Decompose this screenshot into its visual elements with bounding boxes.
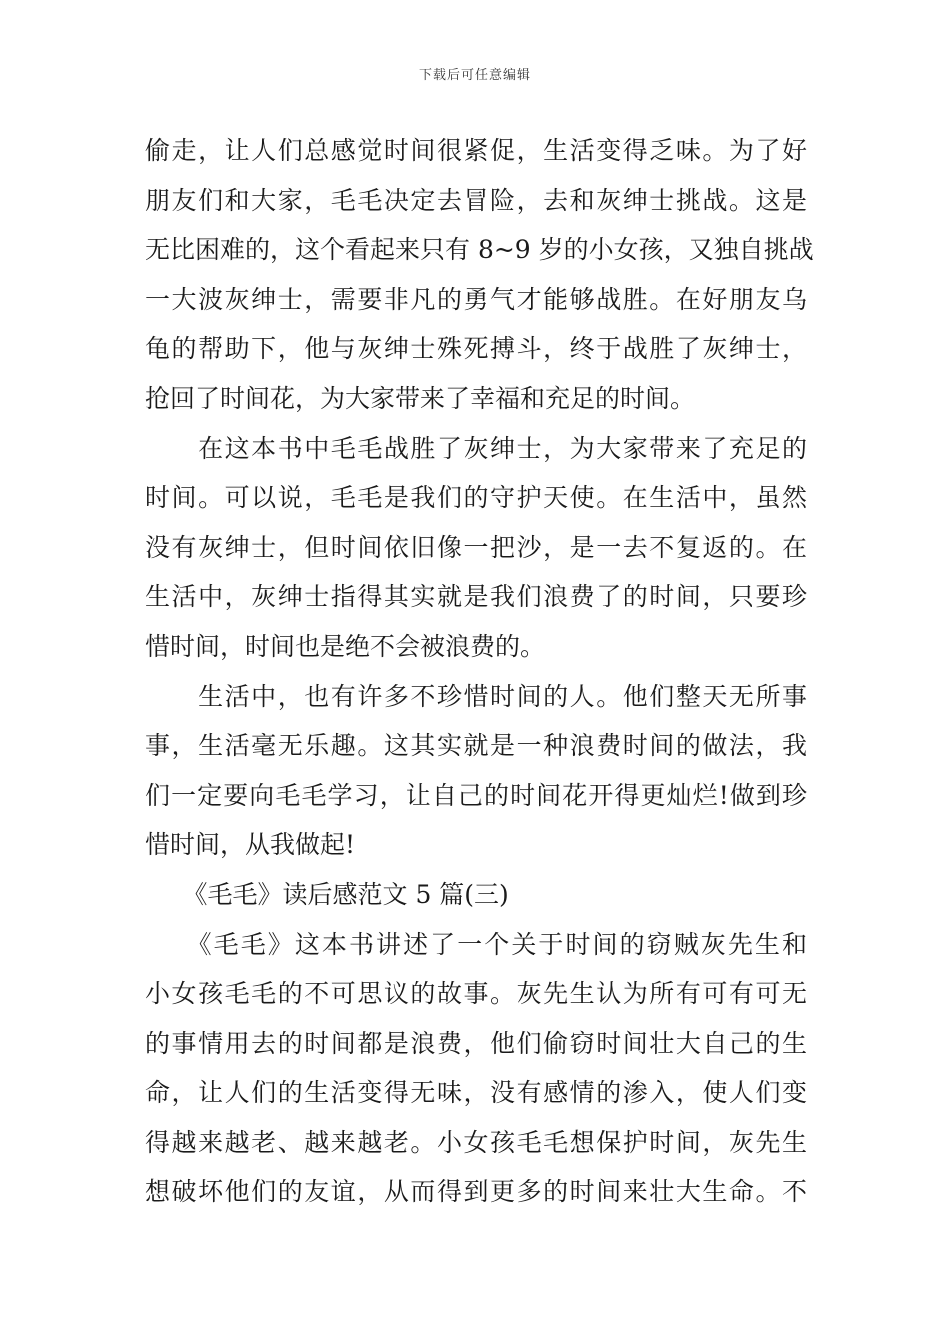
text-line: 的事情用去的时间都是浪费，他们偷窃时间壮大自己的生 [145,1028,807,1058]
text-line: 《毛毛》这本书讲述了一个关于时间的窃贼灰先生和 [145,929,807,959]
text-line: 命，让人们的生活变得无味，没有感情的渗入，使人们变 [145,1078,807,1108]
text-line: 在这本书中毛毛战胜了灰绅士，为大家带来了充足的 [145,433,807,463]
text-line: 偷走，让人们总感觉时间很紧促，生活变得乏味。为了好 [145,136,807,165]
text-line: 朋友们和大家，毛毛决定去冒险，去和灰绅士挑战。这是 [145,185,807,215]
text-line: 得越来越老、越来越老。小女孩毛毛想保护时间，灰先生 [145,1127,807,1157]
text-line: 事，生活毫无乐趣。这其实就是一种浪费时间的做法，我 [145,731,807,761]
text-line: 小女孩毛毛的不可思议的故事。灰先生认为所有可有可无 [145,979,807,1009]
text-line: 抢回了时间花，为大家带来了幸福和充足的时间。 [145,383,696,413]
section-heading: 《毛毛》读后感范文 5 篇(三) [145,879,509,909]
text-line: 惜时间，从我做起! [145,830,356,860]
text-line: 时间。可以说，毛毛是我们的守护天使。在生活中，虽然 [145,483,807,513]
page-header-note: 下载后可任意编辑 [418,68,531,83]
text-line: 想破坏他们的友谊，从而得到更多的时间来壮大生命。不 [145,1177,807,1207]
text-line: 惜时间，时间也是绝不会被浪费的。 [145,631,546,661]
text-line: 一大波灰绅士，需要非凡的勇气才能够战胜。在好朋友乌 [145,284,807,314]
text-line: 没有灰绅士，但时间依旧像一把沙，是一去不复返的。在 [145,532,807,562]
text-line: 龟的帮助下，他与灰绅士殊死搏斗，终于战胜了灰绅士， [145,334,807,364]
text-line: 生活中，也有许多不珍惜时间的人。他们整天无所事 [145,681,807,711]
document-body [145,126,814,1217]
text-line: 们一定要向毛毛学习，让自己的时间花开得更灿烂!做到珍 [145,780,807,810]
text-line: 无比困难的，这个看起来只有 8~9 岁的小女孩，又独自挑战 [145,235,814,265]
text-line: 生活中，灰绅士指得其实就是我们浪费了的时间，只要珍 [145,582,807,612]
